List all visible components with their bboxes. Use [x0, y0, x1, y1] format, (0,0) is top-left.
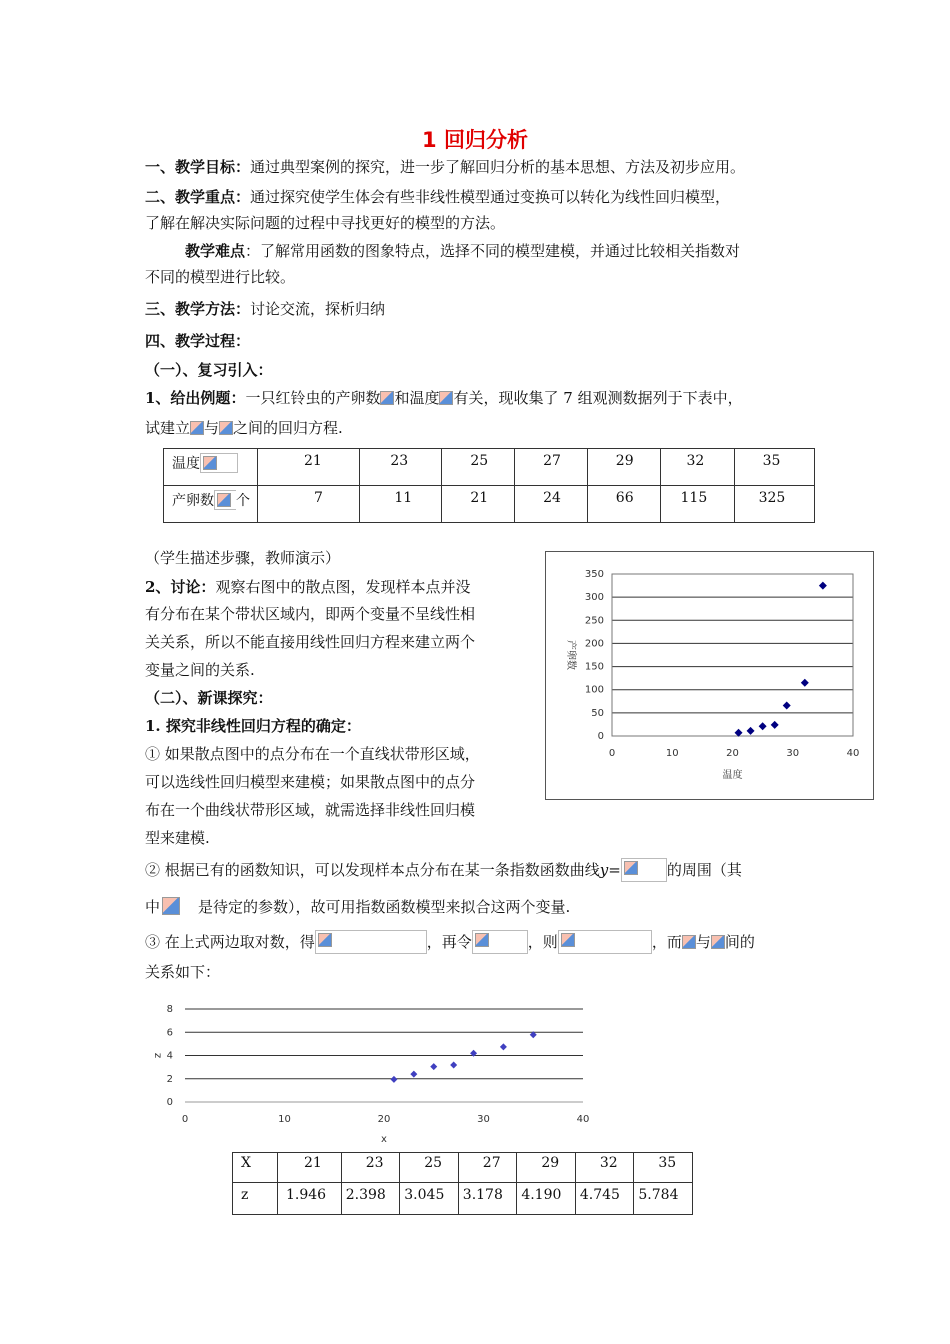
data-point [500, 1043, 507, 1050]
table-cell: 4.190 [517, 1183, 576, 1215]
scatter-chart-2 [150, 1003, 600, 1151]
data-table-1 [163, 448, 815, 523]
formula-placeholder [558, 930, 652, 954]
teacher-note: （学生描述步骤，教师演示） [145, 549, 341, 567]
formula-placeholder [621, 858, 667, 882]
table-cell: 115 [660, 486, 734, 523]
table-cell: 5.784 [634, 1183, 693, 1215]
data-point [801, 679, 809, 687]
table-row [164, 449, 815, 486]
formula-image-icon [475, 933, 489, 947]
data-point [819, 582, 827, 590]
table-header-cell: z [233, 1183, 278, 1215]
example-text-a: 一只红铃虫的产卵数 [245, 389, 381, 407]
y-tick-label: 2 [166, 1073, 173, 1085]
case-2-line-1 [145, 858, 742, 882]
table-cell: 21 [442, 486, 515, 523]
table-header-cell: X [233, 1153, 278, 1183]
table-row [233, 1183, 693, 1215]
table-cell: 35 [634, 1153, 693, 1183]
y-axis-title: 产卵数 [565, 640, 576, 670]
discussion-text: 观察右图中的散点图，发现样本点并没 [215, 578, 471, 596]
x-tick-label: 0 [181, 1114, 189, 1125]
formula-image-icon [217, 493, 231, 507]
case-1-line-3: 布在一个曲线状带形区域，就需选择非线性回归模 [145, 801, 476, 819]
data-point [450, 1062, 457, 1069]
table-cell: 23 [360, 449, 442, 486]
x-tick-label: 0 [608, 748, 616, 759]
y-tick-label: 300 [584, 592, 604, 604]
x-tick-label: 30 [477, 1114, 490, 1125]
table-cell: 24 [515, 486, 588, 523]
y-tick-label: 350 [584, 569, 604, 580]
table-cell: 3.045 [400, 1183, 459, 1215]
formula-image-icon [439, 391, 453, 405]
scatter-chart-1 [546, 552, 873, 799]
table-cell: 27 [515, 449, 588, 486]
table-cell: 66 [587, 486, 660, 523]
new-lesson-heading: （二）、新课探究： [145, 689, 273, 707]
formula-image-icon [318, 933, 332, 947]
case-3-text-f: 间的 [724, 933, 755, 951]
example-text-d: 试建立 [145, 419, 191, 437]
discussion-line-2: 有分布在某个带状区域内，即两个变量不呈线性相 [145, 605, 476, 623]
formula-image-icon [162, 897, 180, 915]
table-cell: 7 [258, 486, 360, 523]
y-tick-label: 100 [584, 684, 604, 696]
table-cell: 23 [341, 1153, 400, 1183]
discussion-line-3: 关关系，所以不能直接用线性回归方程来建立两个 [145, 633, 476, 651]
formula-image-icon [682, 935, 696, 949]
review-heading: （一）、复习引入： [145, 361, 273, 379]
y-tick-label: 4 [166, 1050, 173, 1062]
table-cell: 25 [400, 1153, 459, 1183]
objective-line [145, 156, 745, 178]
example-text-b: 和温度 [394, 389, 440, 407]
formula-image-icon [380, 391, 394, 405]
formula-placeholder [214, 490, 236, 510]
y-tick-label: 0 [597, 731, 604, 742]
y-tick-label: 0 [166, 1097, 173, 1108]
case-2-text-a: ② 根据已有的函数知识，可以发现样本点分布在某一条指数函数曲线 [145, 861, 600, 879]
data-point [430, 1063, 437, 1070]
formula-image-icon [190, 421, 204, 435]
case-2-text-c: 中 [145, 898, 161, 916]
table-cell: 21 [258, 449, 360, 486]
eggs-header: 产卵数 [172, 493, 214, 509]
example-text-f: 之间的回归方程. [233, 419, 343, 437]
x-axis-title: x [381, 1134, 387, 1145]
x-tick-label: 10 [665, 748, 679, 759]
formula-image-icon [203, 456, 217, 470]
table-cell: 25 [442, 449, 515, 486]
case-3-text-c: ，则 [527, 933, 558, 951]
formula-placeholder [200, 453, 238, 473]
data-point [410, 1071, 417, 1078]
data-table-2 [232, 1152, 693, 1215]
y-tick-label: 250 [584, 615, 604, 627]
x-axis-title: 温度 [722, 770, 743, 781]
plot-area [612, 574, 853, 736]
x-tick-label: 20 [377, 1114, 391, 1125]
table-cell: 21 [278, 1153, 342, 1183]
table-cell: 29 [587, 449, 660, 486]
x-tick-label: 20 [726, 748, 739, 759]
case-3-text-b: ，再令 [426, 933, 472, 951]
data-point [759, 722, 767, 730]
table-cell: 32 [660, 449, 734, 486]
x-tick-label: 10 [278, 1114, 291, 1125]
table-cell: 29 [517, 1153, 576, 1183]
table-row [164, 486, 815, 523]
method-text: 讨论交流，探析归纳 [250, 300, 386, 318]
formula-placeholder [160, 895, 198, 919]
case-1-line-4: 型来建模. [145, 829, 210, 847]
data-point [771, 721, 779, 729]
formula-image-icon [624, 861, 638, 875]
example-line [145, 387, 743, 409]
difficulty-label: 教学难点 [185, 242, 246, 260]
formula-image-icon [711, 935, 725, 949]
table-row [233, 1153, 693, 1183]
example-label: 1、给出例题： [145, 389, 246, 407]
data-point [783, 701, 791, 709]
case-1-line-1: ① 如果散点图中的点分布在一个直线状带形区域， [145, 745, 480, 763]
table-cell: 35 [734, 449, 814, 486]
data-point [390, 1076, 397, 1083]
key-point-label: 二、教学重点： [145, 188, 251, 206]
case-3-line-2: 关系如下： [145, 963, 221, 981]
key-point-line-2: 了解在解决实际问题的过程中寻找更好的模型的方法。 [145, 214, 506, 232]
table-header-cell [164, 486, 258, 523]
table-cell: 2.398 [341, 1183, 400, 1215]
case-2-formula-y: y= [599, 861, 621, 879]
example-text-c: 有关，现收集了 7 组观测数据列于下表中， [453, 389, 743, 407]
case-3-text-a: ③ 在上式两边取对数，得 [145, 933, 315, 951]
difficulty-line-2: 不同的模型进行比较。 [145, 268, 296, 286]
eggs-unit: 个 [236, 493, 250, 509]
table-cell: 27 [458, 1153, 517, 1183]
table-cell: 3.178 [458, 1183, 517, 1215]
temp-header: 温度 [172, 456, 200, 472]
table-header-cell [164, 449, 258, 486]
y-axis-title: z [152, 1052, 163, 1059]
y-tick-label: 8 [166, 1004, 173, 1015]
case-2-text-b: 的周围（其 [666, 861, 742, 879]
table-cell: 1.946 [278, 1183, 342, 1215]
example-line-2 [145, 417, 343, 439]
difficulty-line [185, 240, 740, 262]
method-label: 三、教学方法： [145, 300, 251, 318]
explore-heading: 1. 探究非线性回归方程的确定： [145, 717, 361, 735]
table-cell: 32 [575, 1153, 634, 1183]
page-title: 1 回归分析 [422, 128, 528, 152]
example-text-e: 与 [204, 419, 220, 437]
formula-placeholder [315, 930, 427, 954]
scatter-chart-1-frame [545, 551, 874, 800]
process-heading: 四、教学过程： [145, 332, 251, 350]
table-cell: 11 [360, 486, 442, 523]
key-point-line [145, 186, 730, 208]
table-cell: 325 [734, 486, 814, 523]
case-3-text-e: 与 [695, 933, 711, 951]
objective-label: 一、教学目标： [145, 158, 251, 176]
y-tick-label: 6 [166, 1027, 173, 1039]
discussion-line-4: 变量之间的关系. [145, 661, 255, 679]
key-point-text: 通过探究使学生体会有些非线性模型通过变换可以转化为线性回归模型， [250, 188, 731, 206]
x-tick-label: 40 [846, 748, 860, 759]
y-tick-label: 200 [584, 638, 604, 650]
formula-placeholder [472, 930, 528, 954]
y-tick-label: 50 [591, 707, 604, 719]
case-2-text-d: 是待定的参数），故可用指数函数模型来拟合这两个变量. [198, 898, 571, 916]
objective-text: 通过典型案例的探究，进一步了解回归分析的基本思想、方法及初步应用。 [250, 158, 746, 176]
discussion-label: 2、讨论： [145, 578, 216, 596]
data-point [747, 727, 755, 735]
difficulty-text: ：了解常用函数的图象特点，选择不同的模型建模，并通过比较相关指数对 [245, 242, 741, 260]
x-tick-label: 30 [786, 748, 800, 759]
x-tick-label: 40 [576, 1114, 590, 1125]
discussion-line-1 [145, 576, 470, 598]
method-line [145, 298, 385, 320]
case-3-line-1 [145, 930, 755, 954]
formula-image-icon [561, 933, 575, 947]
formula-image-icon [219, 421, 233, 435]
case-1-line-2: 可以选线性回归模型来建模；如果散点图中的点分 [145, 773, 476, 791]
table-cell: 4.745 [575, 1183, 634, 1215]
case-3-text-d: ，而 [651, 933, 682, 951]
y-tick-label: 150 [584, 661, 604, 673]
case-2-line-2 [145, 895, 570, 919]
